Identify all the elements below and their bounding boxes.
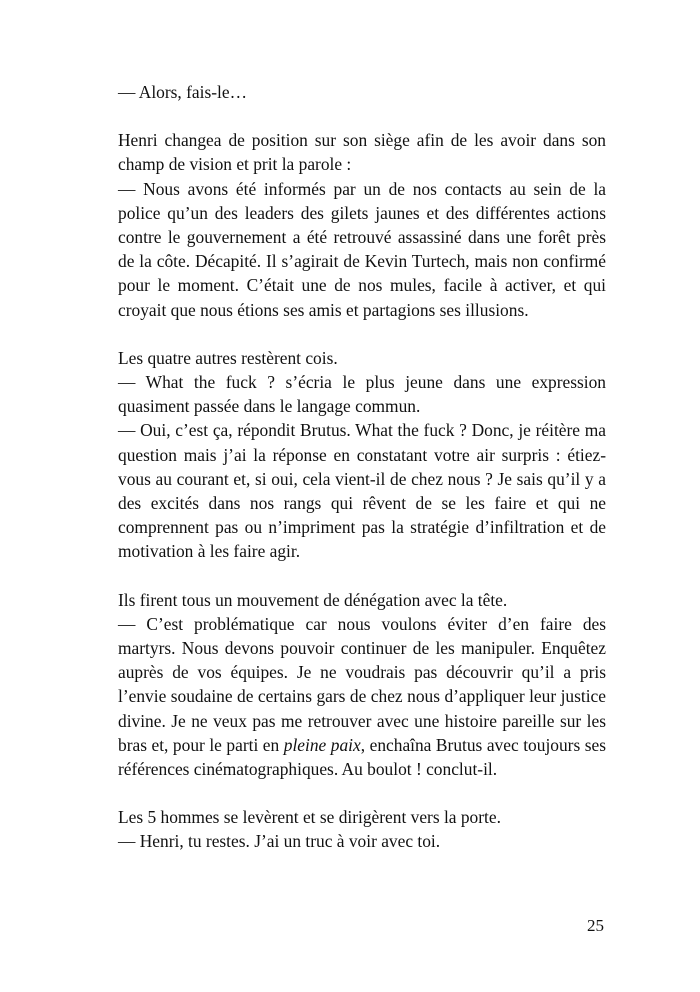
dialog-contacts-police: — Nous avons été informés par un de nos contacts au sein de la police qu’un des leaders des gilets jaunes et des différentes actions contre le gouvernement a été retrouvé assassiné dans une forêt près de la côte. Décapité. Il s’agirait de Kevin Turtech, mais non confirmé pour le moment. C’était une de nos mules, facile à activer, et qui croyait que nous étions ses amis et partagions ses illusions. [118,178,606,320]
paragraph-quatre-autres: Les quatre autres restèrent cois. [118,347,338,368]
paragraph-cinq-hommes: Les 5 hommes se levèrent et se dirigèrent vers la porte. [118,807,501,828]
dialog-problematique-end: , enchaîna Brutus avec toujours ses références cinématographiques. Au boulot ! conclut-il. [118,734,607,780]
paragraph-denegation: Ils firent tous un mouvement de dénégation avec la tête. [118,589,508,610]
dialog-problematique-start: — C’est problématique car nous voulons éviter d’en faire des martyrs. Nous devons pouvoir continuer de les manipuler. Enquêtez auprès de vos équipes. Je ne voudrais pas découvrir qu’il a pris l’envie soudaine de certains gars de chez nous d’appliquer leur justice divine. Je ne veux pas me retrouver avec une histoire pareille sur les bras et, pour le parti en [118,613,606,755]
italic-pleine-paix: pleine paix [283,734,361,755]
dialog-what-the-fuck: — What the fuck ? s’écria le plus jeune dans une expression quasiment passée dans le langage commun. [118,372,606,417]
dialog-henri-restes: — Henri, tu restes. J’ai un truc à voir avec toi. [118,831,441,852]
dialog-problematique [118,612,606,781]
page-number: 25 [587,916,604,935]
page-text [118,80,606,854]
paragraph-henri-position: Henri changea de position sur son siège afin de les avoir dans son champ de vision et prit la parole : [118,130,606,175]
opening-line: — Alors, fais-le… [118,82,247,102]
dialog-brutus-reponse: — Oui, c’est ça, répondit Brutus. What the fuck ? Donc, je réitère ma question mais j’ai la réponse en constatant votre air surpris : étiez-vous au courant et, si oui, cela vient-il de chez nous ? Je sais qu’il y a des excités dans nos rangs qui rêvent de se les faire et qui ne comprennent pas ou n’impriment pas la stratégie d’infiltration et de motivation à les faire agir. [118,420,606,562]
